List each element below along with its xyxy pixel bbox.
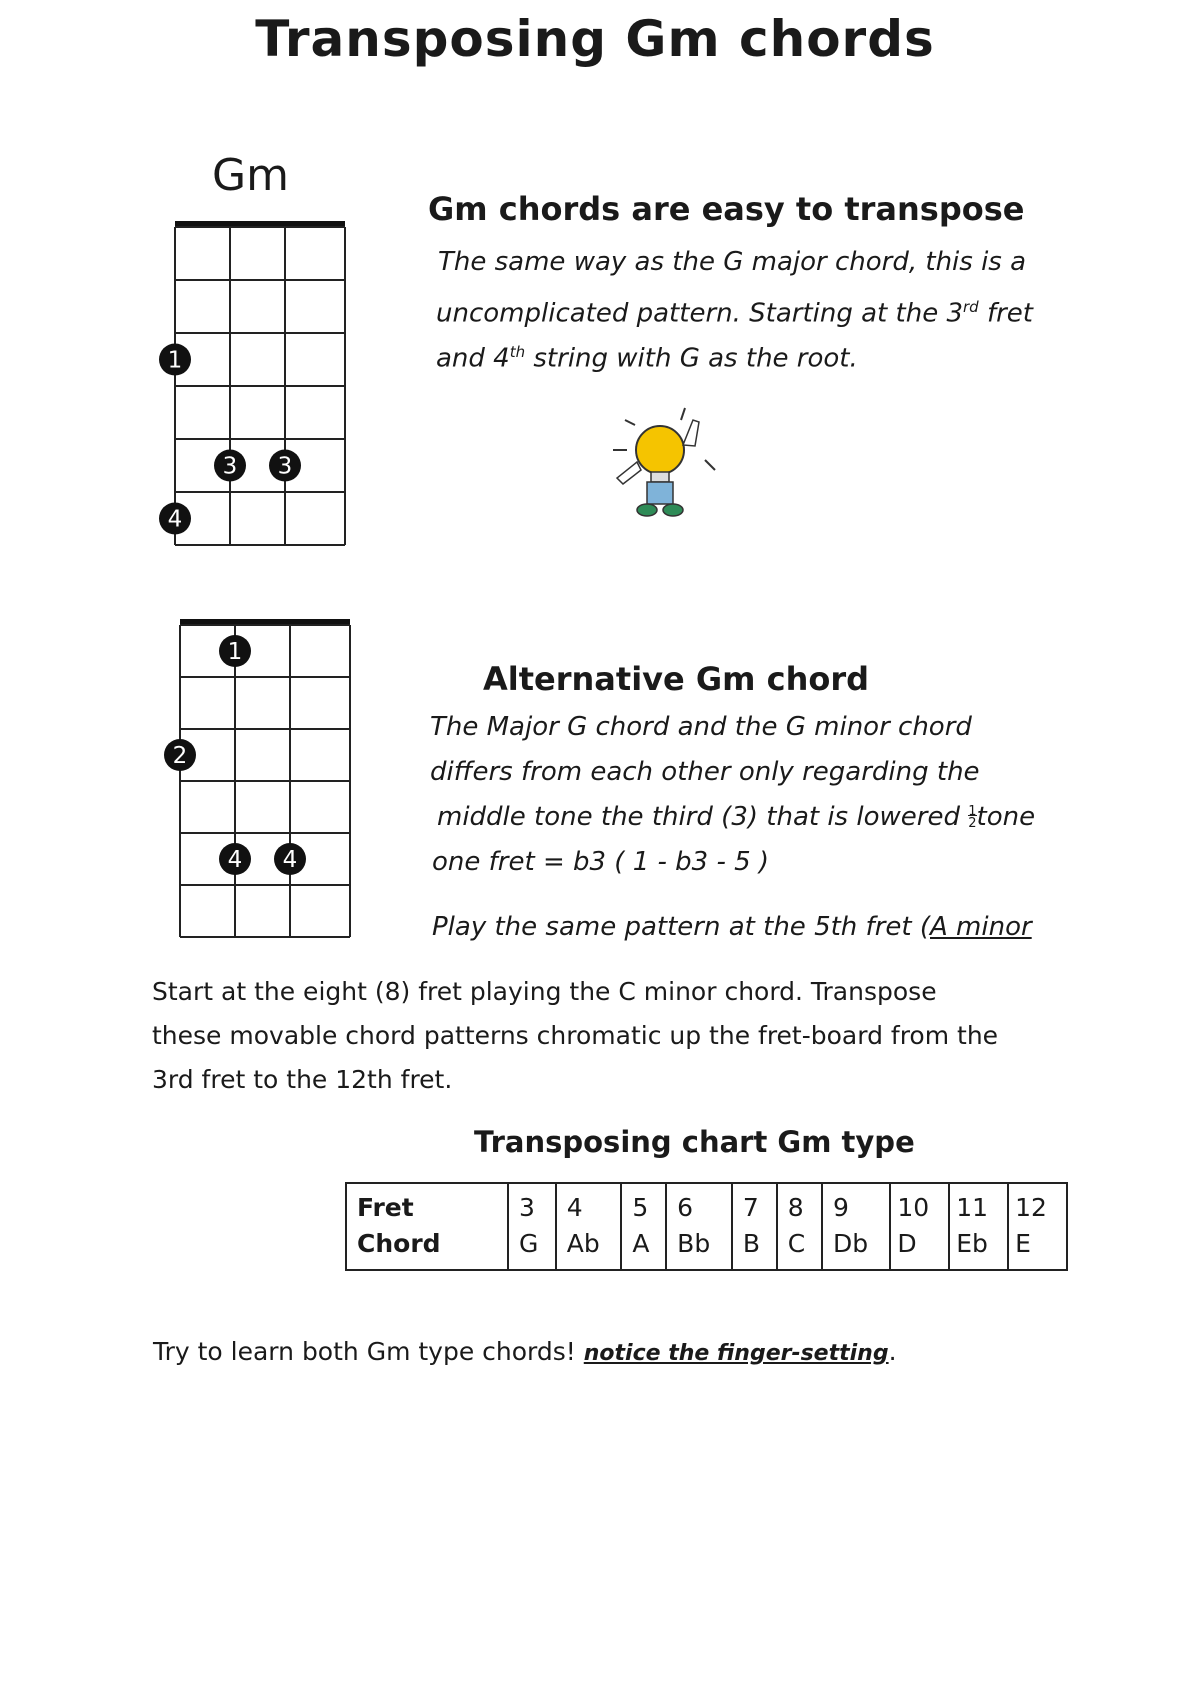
footer-note: notice the finger-setting: [583, 1341, 889, 1366]
chart-cell: 8 C: [777, 1183, 822, 1270]
row-labels-cell: Fret Chord: [346, 1183, 508, 1270]
finger-number: 1: [167, 347, 183, 374]
chord1-diagram: [140, 215, 360, 570]
section1-line2: uncomplicated pattern. Starting at the 3rd fret: [436, 298, 1034, 329]
footer-line: Try to learn both Gm type chords! notice the finger-setting.: [153, 1337, 897, 1366]
section1-line3: and 4th string with G as the root.: [436, 343, 858, 374]
chart-cell: 3 G: [508, 1183, 556, 1270]
section2-line3: middle tone the third (3) that is lowered 1 2tone: [437, 802, 1036, 832]
transposing-chart-table: [345, 1182, 1068, 1271]
finger-number: 4: [167, 506, 183, 533]
section1-line1: The same way as the G major chord, this is a: [438, 247, 1027, 277]
finger-number: 1: [227, 639, 243, 665]
half-fraction: 1 2: [968, 803, 977, 831]
finger-number: 3: [277, 453, 293, 480]
finger-number: 3: [222, 453, 238, 480]
section2-line2: differs from each other only regarding the: [430, 757, 980, 787]
chord2-diagram: [145, 615, 365, 960]
chart-title: Transposing chart Gm type: [474, 1125, 915, 1159]
lightbulb-mascot-illustration: [605, 400, 725, 525]
chart-cell: 6 Bb: [666, 1183, 732, 1270]
chart-cell: 11 Eb: [949, 1183, 1008, 1270]
chord1-name: Gm: [212, 150, 289, 201]
body-line1: Start at the eight (8) fret playing the C minor chord. Transpose: [152, 977, 937, 1006]
section2-heading: Alternative Gm chord: [483, 660, 870, 698]
chart-cell: 12 E: [1008, 1183, 1067, 1270]
page-title: Transposing Gm chords: [255, 10, 935, 68]
section2-line4: one fret = b3 ( 1 - b3 - 5 ): [432, 847, 770, 877]
finger-number: 4: [227, 847, 243, 873]
chart-cell: 9 Db: [822, 1183, 890, 1270]
section2-line5: Play the same pattern at the 5th fret (A minor: [432, 912, 1032, 942]
section1-heading: Gm chords are easy to transpose: [428, 190, 1025, 228]
chart-cell: 10 D: [890, 1183, 949, 1270]
chart-cell: 7 B: [732, 1183, 777, 1270]
section2-line1: The Major G chord and the G minor chord: [430, 712, 972, 742]
chart-cell: 5 A: [621, 1183, 666, 1270]
finger-number: 2: [172, 743, 188, 769]
body-line2: these movable chord patterns chromatic up the fret-board from the: [152, 1021, 999, 1050]
chart-cell: 4 Ab: [556, 1183, 622, 1270]
finger-number: 4: [282, 847, 298, 873]
body-line3: 3rd fret to the 12th fret.: [152, 1065, 453, 1094]
